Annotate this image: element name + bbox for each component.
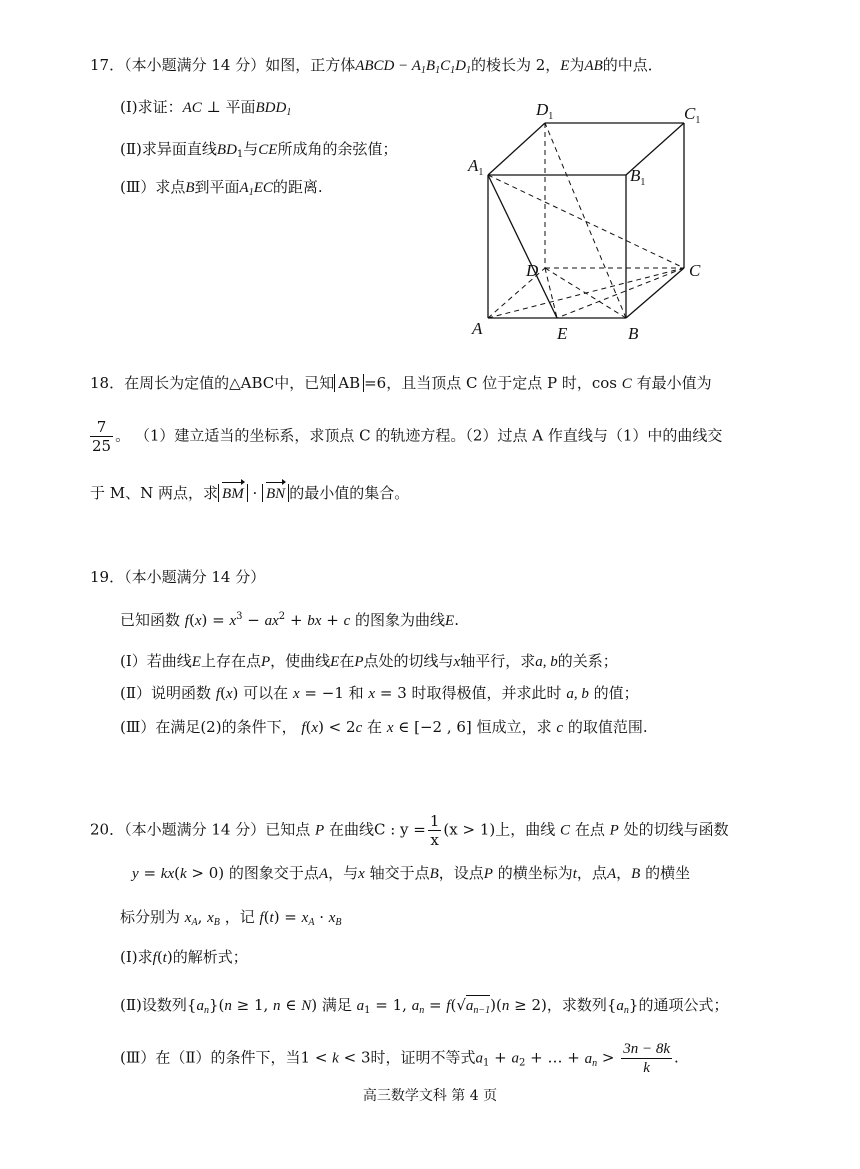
- label-c: C: [689, 261, 701, 280]
- q19-part1: (Ⅰ）若曲线E上存在点P，使曲线E在P点处的切线与x轴平行，求a, b的关系；: [120, 652, 618, 670]
- cube-figure: [460, 95, 720, 345]
- line-d-e: [545, 268, 557, 318]
- fraction-1-x: $\frac{1}{x}$: [429, 812, 440, 849]
- fraction-7-25: $\frac{7}{25}$: [92, 418, 112, 455]
- page-footer: 高三数学文科 第 4 页: [362, 1088, 498, 1104]
- q19-part2: (Ⅱ）说明函数 f(x) 可以在 x = −1 和 x = 3 时取得极值，并求此时 a, b 的值；: [120, 684, 639, 702]
- label-b: B: [628, 324, 639, 343]
- q20-part1: (Ⅰ)求f(t)的解析式；: [120, 948, 248, 966]
- q19-part3: (Ⅲ）在满足(2)的条件下， f(x) < 2c 在 x ∈ [−2 , 6] 恒成立，求 c 的取值范围.: [120, 718, 648, 736]
- label-a1: $A_1$: [468, 156, 484, 178]
- diag-a1-c: [488, 175, 684, 268]
- label-b1: $B_1$: [630, 166, 646, 188]
- q20-part3: (Ⅲ）在（Ⅱ）的条件下，当1 < k < 3时，证明不等式$a_1 + a_2$ + … + $a_n$ > $\frac{3n - 8k}{k}$ .: [120, 1041, 679, 1076]
- q17-part3: (Ⅲ）求点B到平面$A_1EC$的距离.: [120, 178, 323, 198]
- q20-part2: (Ⅱ)设数列$\{a_n\}(n \ge 1$, n ∈ N) 满足 $a_1 = 1$, $a_n = f(√a_{n-1})(n \ge 2)$，求数列$\{a_n\}$的通项公式；: [120, 996, 729, 1016]
- q20-line1: 20．（本小题满分 14 分）已知点 P 在曲线C : y = $\frac{1}{x}$ (x > 1)上，曲线 C 在点 P 处的切线与函数: [90, 812, 729, 849]
- q19-header: 19．（本小题满分 14 分）: [90, 568, 266, 586]
- q20-line3: 标分别为 $x_A$, $x_B$ ，记 $f(t) = x_A \cdot x_B$: [120, 908, 342, 928]
- edge-a1-e: [488, 175, 557, 318]
- q17-part2: (Ⅱ)求异面直线$BD_1$与CE所成角的余弦值；: [120, 140, 398, 160]
- label-c1: $C_1$: [684, 104, 701, 126]
- label-d: D: [526, 261, 539, 280]
- math-cube-name: ABCD − $A_1B_1C_1D_1$: [355, 58, 471, 76]
- edge-a1-d1: [488, 123, 545, 175]
- line-c-e: [557, 268, 684, 318]
- diag-b-d: [545, 268, 626, 318]
- q20-line2: y = kx(k > 0) 的图象交于点A，与x 轴交于点B，设点P 的横坐标为t，点A，B 的横坐: [132, 864, 691, 882]
- q18-line3: 于 M、N 两点，求 BM · BN 的最小值的集合。: [90, 482, 409, 505]
- fraction-3n-8k-over-k: $\frac{3n - 8k}{k}$: [623, 1041, 670, 1076]
- label-d1: $D_1$: [536, 100, 554, 122]
- q19-intro: 已知函数 $f(x) = x^3 - ax^2$ + bx + c 的图象为曲线E.: [120, 611, 459, 629]
- q17-intro: 17．（本小题满分 14 分）如图，正方体ABCD − $A_1B_1C_1D_1$的棱长为 2，E为AB的中点．: [90, 56, 663, 76]
- label-a: A: [472, 319, 483, 338]
- q18-line2: $\frac{7}{25}$ 。 （1）建立适当的坐标系，求顶点 C 的轨迹方程。（2）过点 A 作直线与（1）中的曲线交: [92, 418, 723, 455]
- q17-part1: (Ⅰ)求证：AC ⊥ 平面$BDD_1$: [120, 98, 292, 118]
- diag-b-d1: [545, 123, 626, 318]
- label-e: E: [557, 324, 568, 343]
- q18-line1: 18．在周长为定值的△ABC中，已知 AB =6，且当顶点 C 位于定点 P 时，cos C 有最小值为: [90, 374, 712, 392]
